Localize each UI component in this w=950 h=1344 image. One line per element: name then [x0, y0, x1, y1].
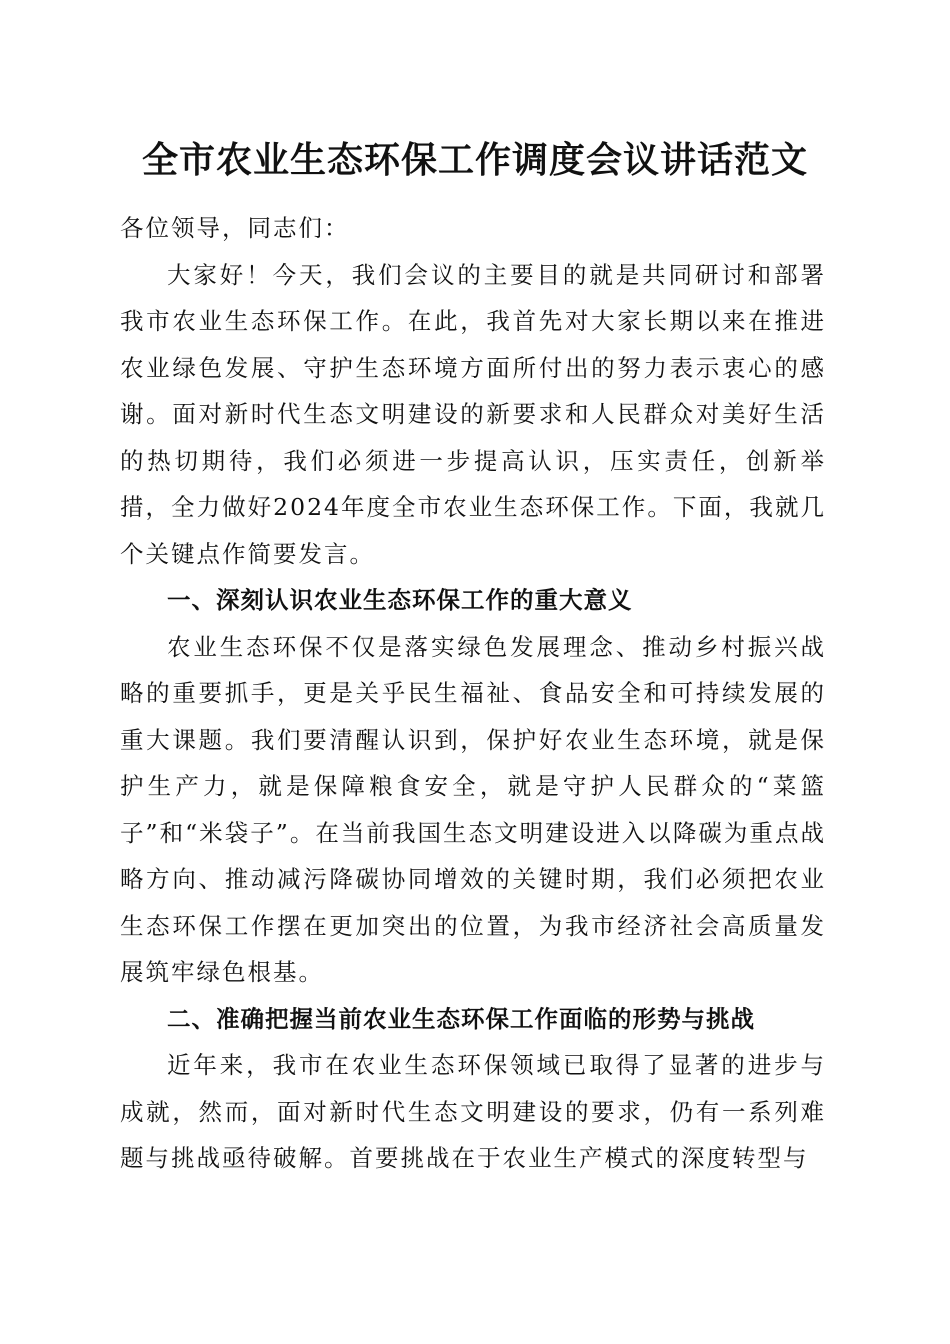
paragraph-intro: 大家好！今天，我们会议的主要目的就是共同研讨和部署我市农业生态环保工作。在此，我首先对大家长期以来在推进农业绿色发展、守护生态环境方面所付出的努力表示衷心的感谢。面对新时代生态文明建设的新要求和人民群众对美好生活的热切期待，我们必须进一步提高认识，压实责任，创新举措，全力做好2024年度全市农业生态环保工作。下面，我就几个关键点作简要发言。	[120, 260, 826, 568]
document-body	[120, 205, 826, 1182]
paragraph-section-1: 农业生态环保不仅是落实绿色发展理念、推动乡村振兴战略的重要抓手，更是关乎民生福祉、食品安全和可持续发展的重大课题。我们要清醒认识到，保护好农业生态环境，就是保护生产力，就是保障粮食安全，就是守护人民群众的“菜篮子”和“米袋子”。在当前我国生态文明建设进入以降碳为重点战略方向、推动减污降碳协同增效的关键时期，我们必须把农业生态环保工作摆在更加突出的位置，为我市经济社会高质量发展筑牢绿色根基。	[120, 632, 826, 986]
section-heading-2: 二、准确把握当前农业生态环保工作面临的形势与挑战	[167, 1004, 755, 1033]
paragraph-section-2: 近年来，我市在农业生态环保领域已取得了显著的进步与成就，然而，面对新时代生态文明建设的要求，仍有一系列难题与挑战亟待破解。首要挑战在于农业生产模式的深度转型与	[120, 1051, 826, 1172]
document-title: 全市农业生态环保工作调度会议讲话范文	[141, 139, 808, 181]
section-heading-1: 一、深刻认识农业生态环保工作的重大意义	[167, 586, 633, 614]
salutation: 各位领导，同志们：	[120, 214, 350, 242]
